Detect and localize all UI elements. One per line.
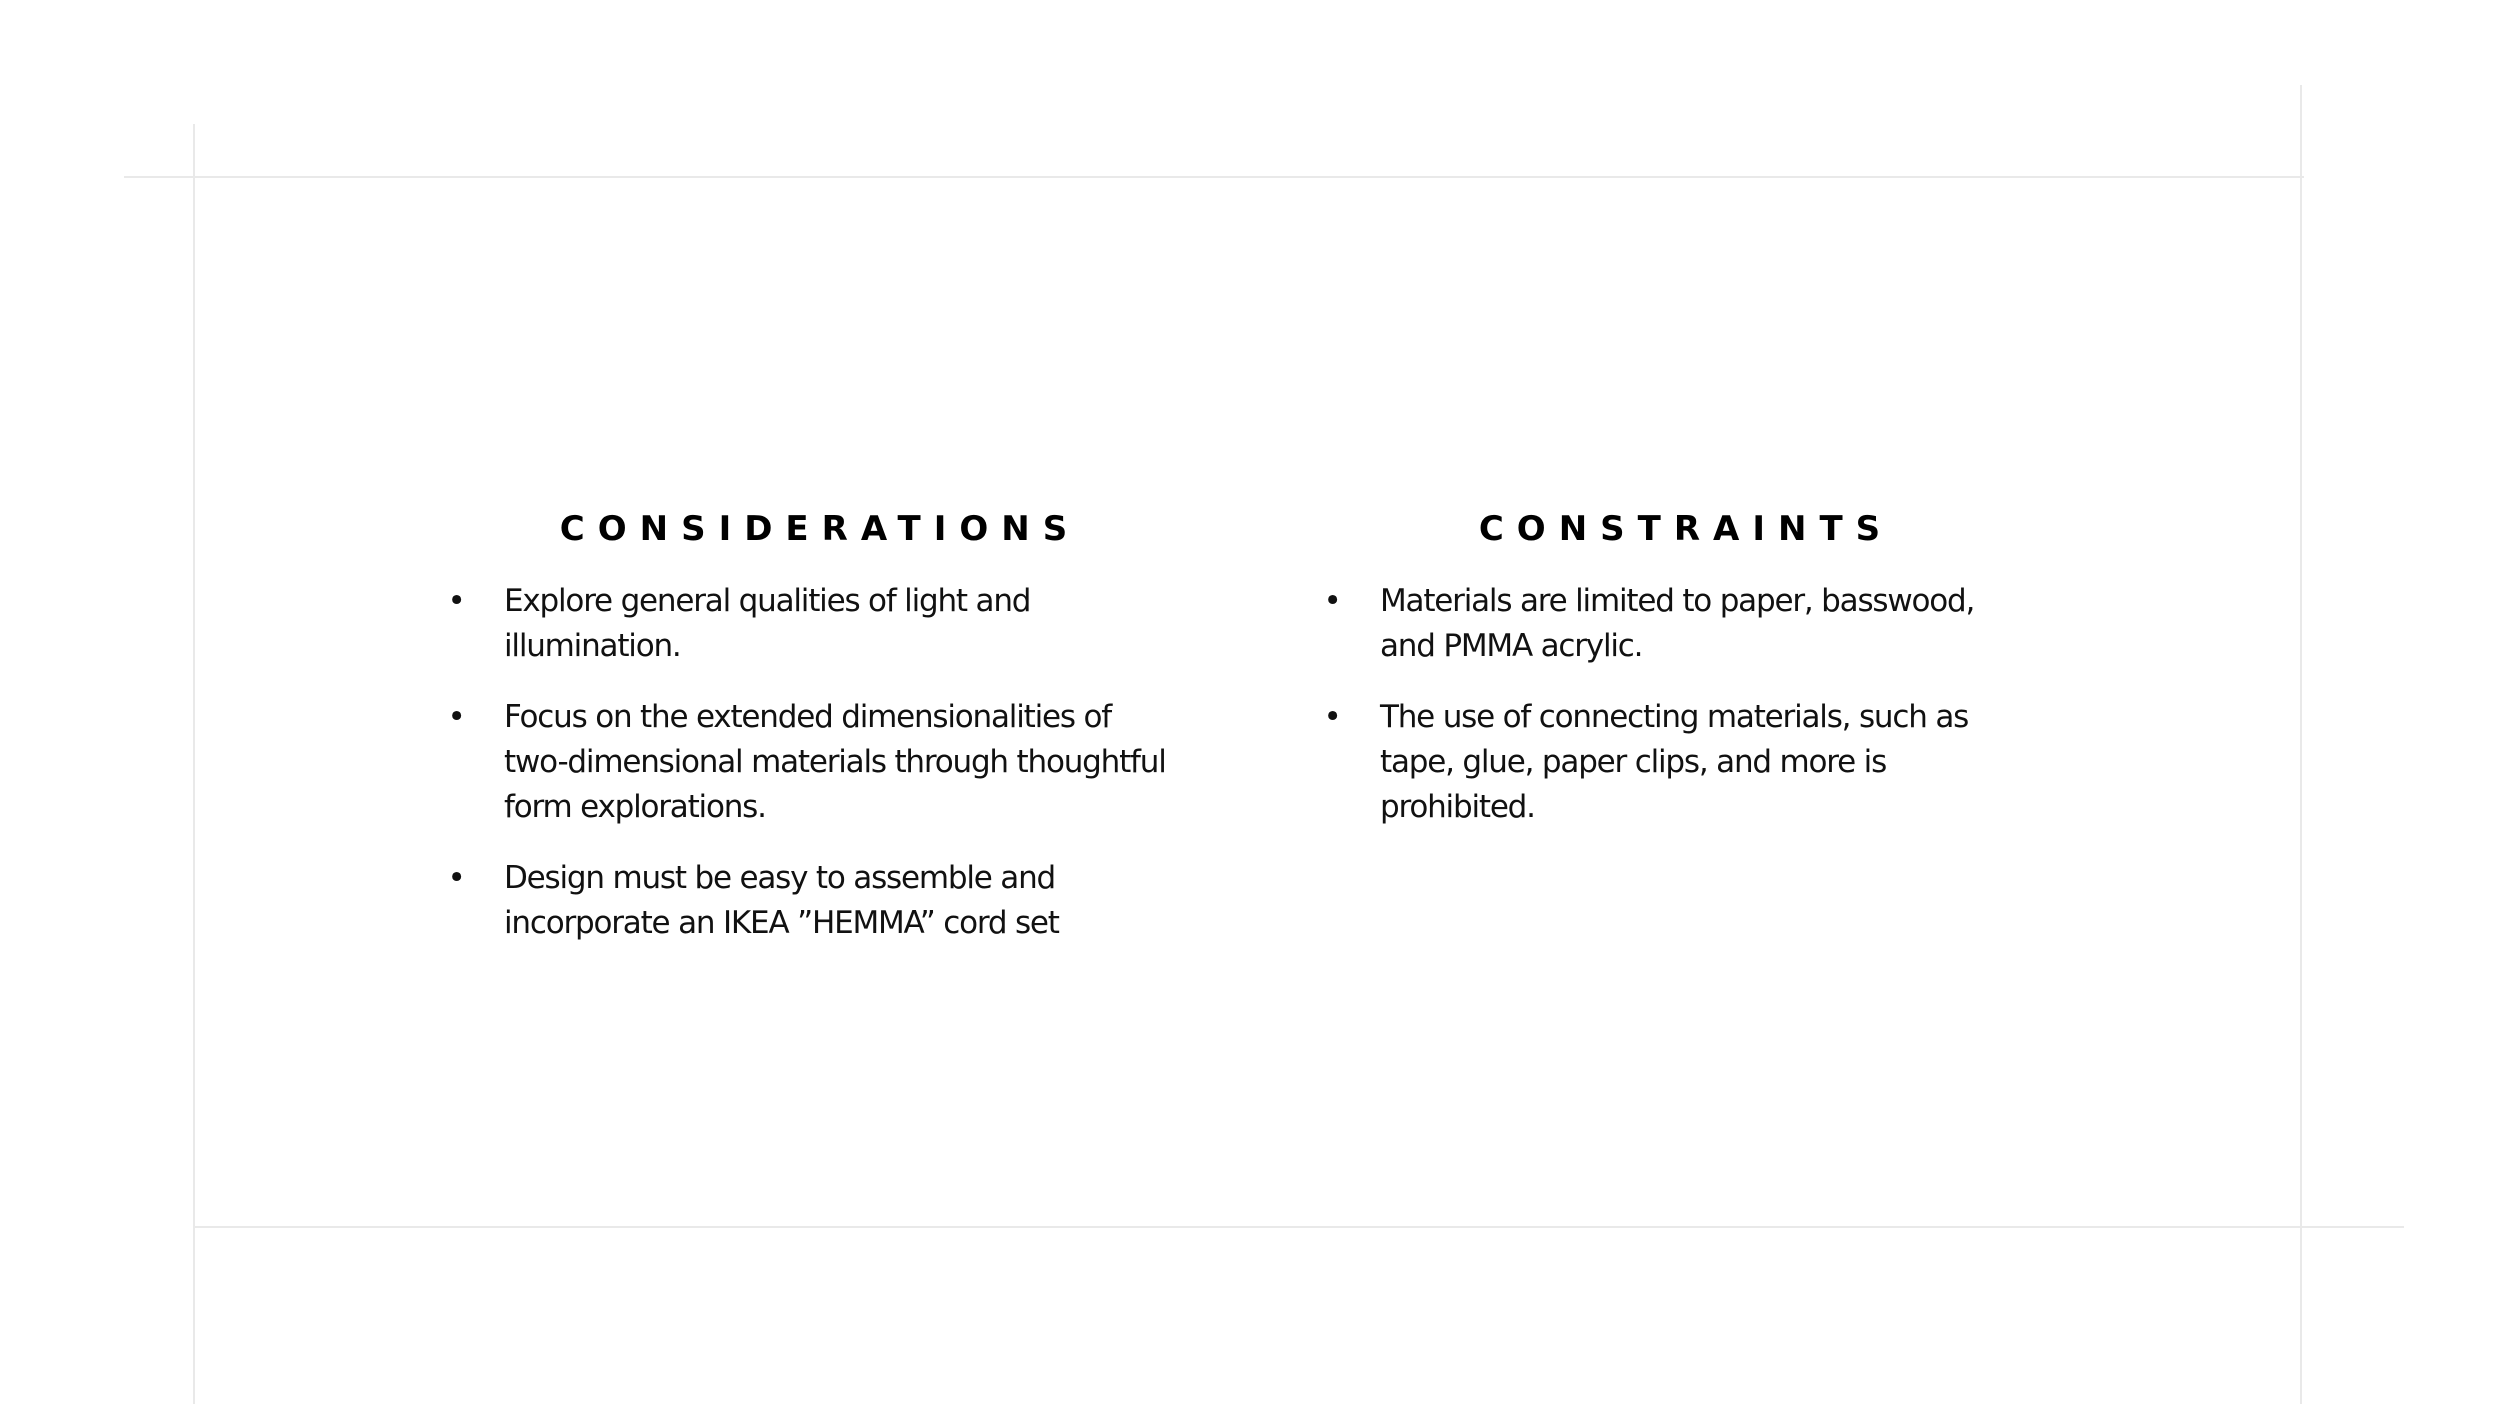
list-item-text: Design must be easy to assemble and incorporate an IKEA ”HEMMA” cord set	[504, 860, 1059, 941]
list-item-text: Materials are limited to paper, basswood, and PMMA acrylic.	[1380, 583, 1975, 664]
bullet-icon: •	[447, 699, 465, 735]
considerations-heading: CONSIDERATIONS	[559, 509, 1081, 549]
list-item-text: Explore general qualities of light and illumination.	[504, 583, 1031, 664]
list-item	[1316, 579, 2036, 669]
constraints-section	[1316, 505, 2036, 856]
constraints-list	[1316, 579, 2036, 830]
bullet-icon: •	[1323, 583, 1341, 619]
bullet-icon: •	[447, 860, 465, 896]
list-item	[440, 695, 1180, 830]
considerations-section	[440, 505, 1180, 972]
bullet-icon: •	[1323, 699, 1341, 735]
constraints-heading: CONSTRAINTS	[1478, 509, 1894, 549]
guide-line-bottom	[194, 1226, 2404, 1228]
guide-line-right	[2300, 85, 2302, 1404]
guide-line-left	[193, 124, 195, 1404]
list-item	[440, 856, 1180, 946]
list-item-text: Focus on the extended dimensionalities of two-dimensional materials through thoughtful form explorations.	[504, 699, 1166, 825]
guide-line-top	[124, 176, 2304, 178]
list-item	[1316, 695, 2036, 830]
considerations-list	[440, 579, 1180, 946]
list-item	[440, 579, 1180, 669]
bullet-icon: •	[447, 583, 465, 619]
list-item-text: The use of connecting materials, such as tape, glue, paper clips, and more is prohibited.	[1380, 699, 1969, 825]
